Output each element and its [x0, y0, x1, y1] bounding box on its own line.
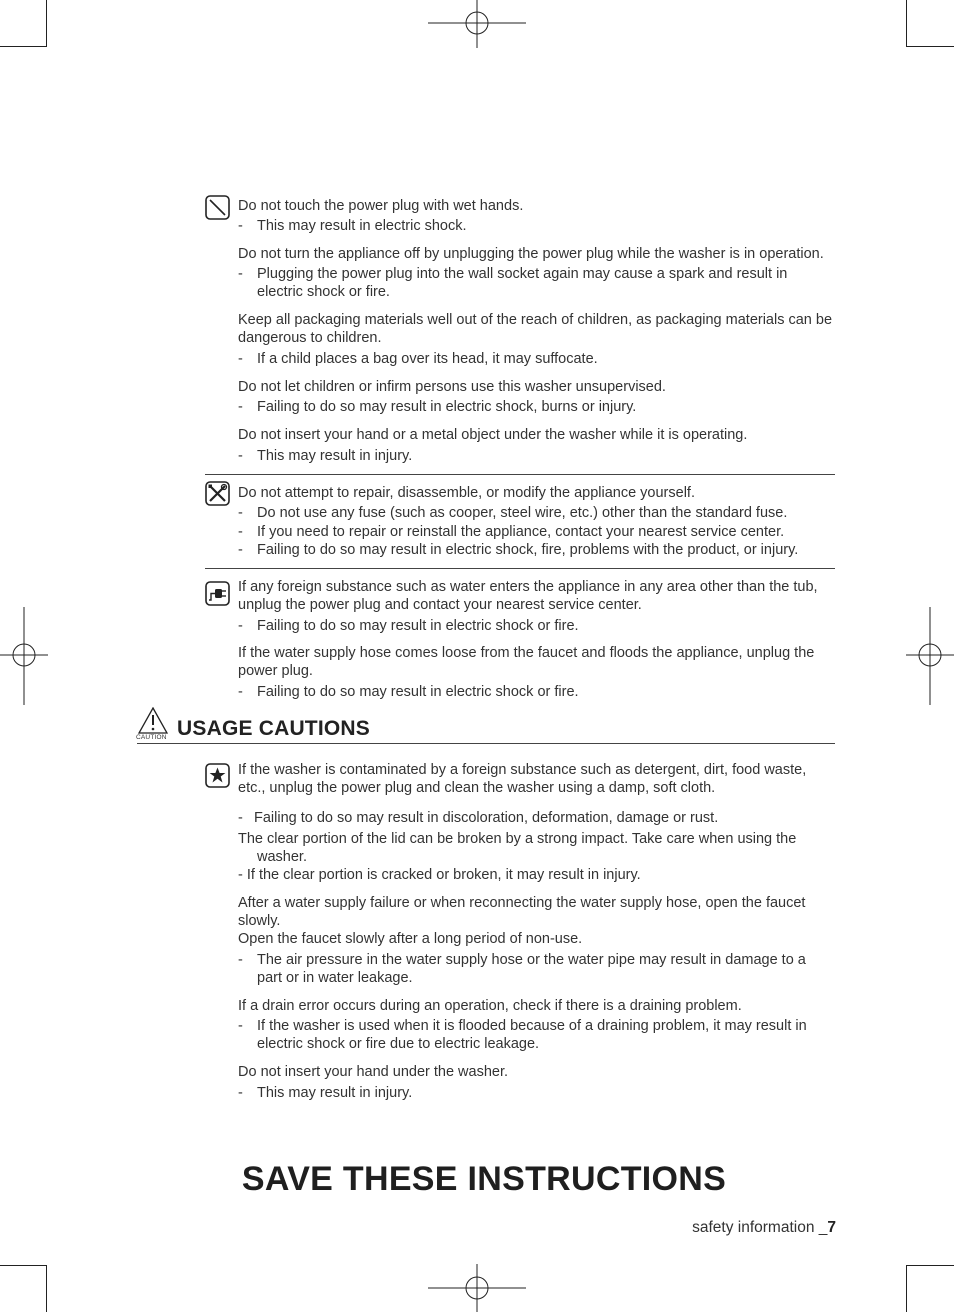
usage-cautions-title: USAGE CAUTIONS	[177, 717, 370, 740]
s1-item4-main: Do not let children or infirm persons use this washer unsupervised.	[238, 379, 666, 395]
footer-section: safety information _	[692, 1219, 828, 1236]
registration-mark-bottom	[428, 1264, 526, 1312]
s1-item2-sub: Plugging the power plug into the wall socket again may cause a spark and result in electric shock or fire.	[257, 266, 788, 300]
s2-sub2: If you need to repair or reinstall the appliance, contact your nearest service center.	[257, 524, 785, 540]
bullet-dash: -	[238, 399, 243, 415]
crop-mark	[907, 1265, 954, 1266]
usage-p1-sub: Failing to do so may result in discoloration, deformation, damage or rust.	[254, 810, 719, 826]
no-disassembly-icon	[205, 481, 230, 506]
bullet-dash: -	[238, 1018, 243, 1034]
crop-mark	[46, 0, 47, 47]
section-divider	[205, 474, 835, 475]
page-footer	[692, 1219, 836, 1237]
s1-item1-main: Do not touch the power plug with wet hands.	[238, 198, 524, 214]
s3-item2-sub: Failing to do so may result in electric shock or fire.	[257, 684, 579, 700]
usage-p3a: After a water supply failure or when reconnecting the water supply hose, open the faucet slowly.	[238, 895, 806, 929]
s1-item3-main: Keep all packaging materials well out of the reach of children, as packaging materials can be dangerous to children.	[238, 312, 833, 346]
bullet-dash: -	[238, 1085, 243, 1101]
usage-p3-sub: The air pressure in the water supply hose or the water pipe may result in damage to a part or in water leakage.	[257, 952, 806, 986]
bullet-dash: -	[238, 618, 243, 634]
bullet-dash: -	[238, 684, 243, 700]
bullet-dash: -	[238, 952, 243, 968]
s1-item1-sub: This may result in electric shock.	[257, 218, 467, 234]
usage-title-rule	[137, 743, 835, 744]
s1-item5-sub: This may result in injury.	[257, 448, 413, 464]
usage-p2-sub: - If the clear portion is cracked or broken, it may result in injury.	[238, 867, 641, 883]
crop-mark	[0, 46, 47, 47]
s2-sub1: Do not use any fuse (such as cooper, steel wire, etc.) other than the standard fuse.	[257, 505, 788, 521]
usage-p3b: Open the faucet slowly after a long period of non-use.	[238, 931, 583, 947]
caution-label: CAUTION	[136, 734, 167, 741]
bullet-dash: -	[238, 266, 243, 282]
save-instructions-title: SAVE THESE INSTRUCTIONS	[241, 1160, 727, 1198]
usage-p4-sub: If the washer is used when it is flooded because of a draining problem, it may result in electric shock or fire due to electric leakage.	[257, 1018, 807, 1052]
s2-main: Do not attempt to repair, disassemble, or modify the appliance yourself.	[238, 485, 695, 501]
caution-triangle-icon	[138, 707, 168, 734]
bullet-dash: -	[238, 448, 243, 464]
crop-mark	[906, 1265, 907, 1312]
bullet-dash: -	[238, 542, 243, 558]
registration-mark-right	[906, 607, 954, 705]
crop-mark	[907, 46, 954, 47]
s1-item4-sub: Failing to do so may result in electric shock, burns or injury.	[257, 399, 637, 415]
crop-mark	[46, 1265, 47, 1312]
bullet-dash: -	[238, 810, 243, 826]
bullet-dash: -	[238, 351, 243, 367]
crop-mark	[0, 1265, 47, 1266]
star-icon	[205, 763, 230, 788]
usage-p5: Do not insert your hand under the washer.	[238, 1064, 509, 1080]
usage-p5-sub: This may result in injury.	[257, 1085, 413, 1101]
s3-item1-main: If any foreign substance such as water enters the appliance in any area other than the tub, unplug the power plug and contact your nearest service center.	[238, 579, 818, 613]
usage-p1: If the washer is contaminated by a foreign substance such as detergent, dirt, food waste, etc., unplug the power plug and clean the washer using a damp, soft cloth.	[238, 762, 807, 796]
s1-item5-main: Do not insert your hand or a metal object under the washer while it is operating.	[238, 427, 748, 443]
prohibited-icon	[205, 195, 230, 220]
registration-mark-left	[0, 607, 48, 705]
s1-item2-main: Do not turn the appliance off by unplugging the power plug while the washer is in operation.	[238, 246, 824, 262]
bullet-dash: -	[238, 524, 243, 540]
usage-p4: If a drain error occurs during an operation, check if there is a draining problem.	[238, 998, 742, 1014]
section-divider	[205, 568, 835, 569]
s1-item3-sub: If a child places a bag over its head, it may suffocate.	[257, 351, 598, 367]
s2-sub3: Failing to do so may result in electric shock, fire, problems with the product, or injury.	[257, 542, 799, 558]
crop-mark	[906, 0, 907, 47]
registration-mark-top	[428, 0, 526, 48]
bullet-dash: -	[238, 218, 243, 234]
page-number: 7	[827, 1219, 836, 1236]
s3-item1-sub: Failing to do so may result in electric shock or fire.	[257, 618, 579, 634]
usage-p2: The clear portion of the lid can be broken by a strong impact. Take care when using the washer.	[238, 831, 797, 865]
s3-item2-main: If the water supply hose comes loose from the faucet and floods the appliance, unplug the power plug.	[238, 645, 815, 679]
unplug-icon	[205, 581, 230, 606]
bullet-dash: -	[238, 505, 243, 521]
